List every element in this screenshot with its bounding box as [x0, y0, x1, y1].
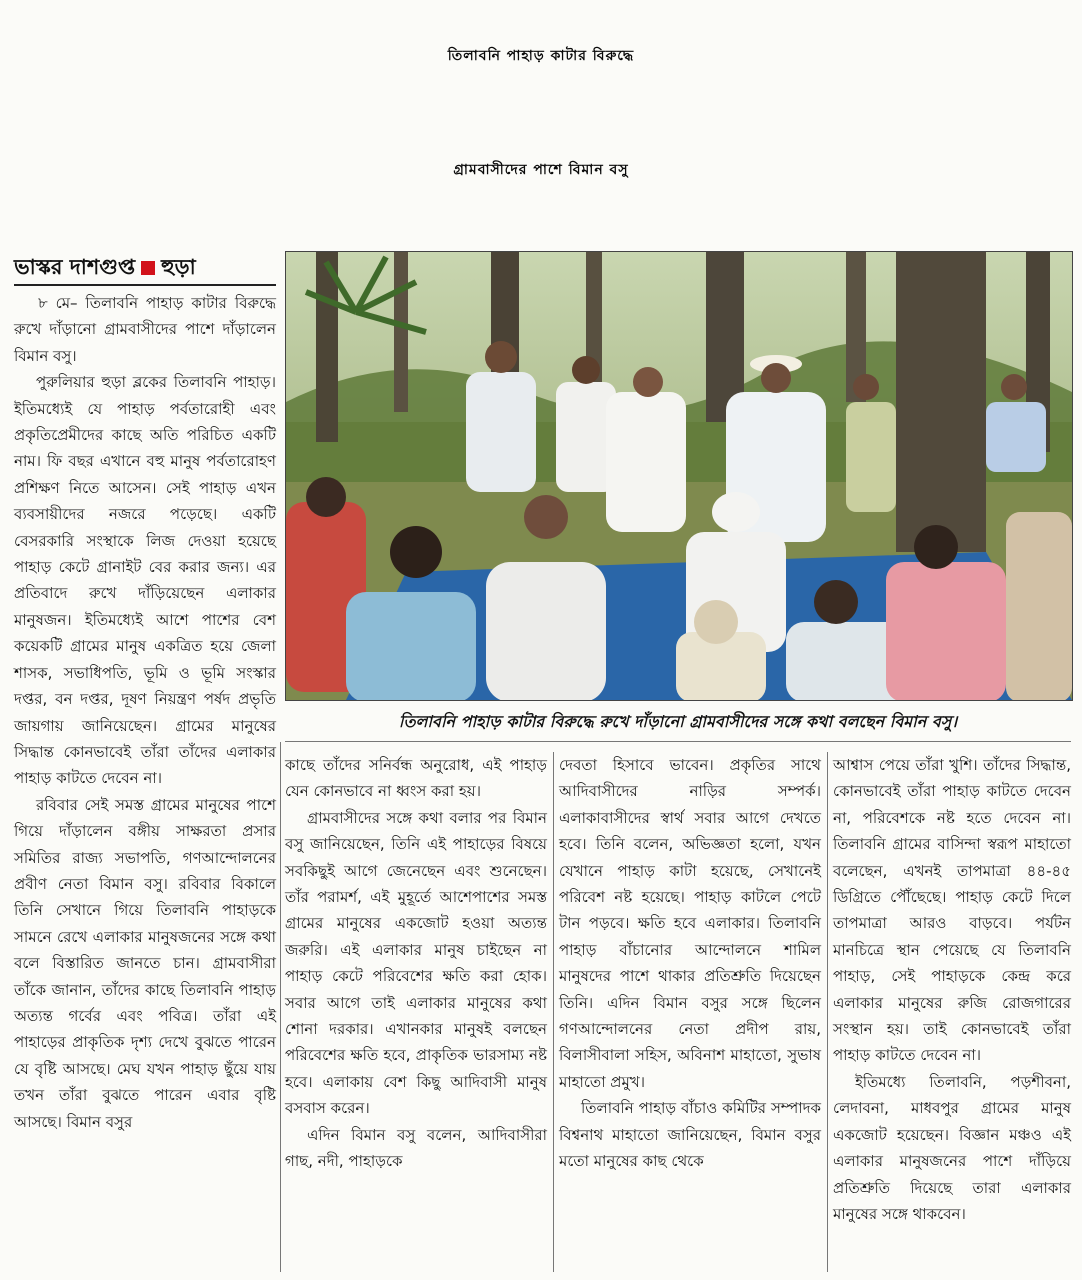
paragraph: তিলাবনি পাহাড় বাঁচাও কমিটির সম্পাদক বিশ্বনাথ মাহাতো জানিয়েছেন, বিমান বসুর মতো মানুষের কাছ থেকে	[559, 1099, 821, 1171]
column-divider	[827, 752, 828, 1272]
paragraph: পুরুলিয়ার হুড়া ব্লকের তিলাবনি পাহাড়। ইতিমধ্যেই যে পাহাড় পর্বতারোহী এবং প্রকৃতিপ্রেমীদের কাছে অতি পরিচিত একটি নাম। ফি বছর এখানে বহু মানুষ পর্বতারোহণ প্রশিক্ষণ নিতে আসেন। সেই পাহাড় এখন ব্যবসায়ীদের নজরে পড়েছে। একটি বেসরকারি সংস্থাকে লিজ দেওয়া হয়েছে পাহাড় কেটে গ্রানাইট বের করার জন্য। এর প্রতিবাদে রুখে দাঁড়িয়েছেন এলাকার মানুষজন। ইতিমধ্যেই আশে পাশের বেশ কয়েকটি গ্রামের মানুষ একত্রিত হয়ে জেলা শাসক, সভাধিপতি, ভূমি ও ভূমি সংস্কার দপ্তর, বন দপ্তর, দূষণ নিয়ন্ত্রণ পর্ষদ প্রভৃতি জায়গায় জানিয়েছেন। গ্রামের মানুষের সিদ্ধান্ত কোনভাবেই তাঁরা তাঁদের এলাকার পাহাড় কাটতে দেবেন না।	[14, 373, 276, 788]
byline-author: ভাস্কর দাশগুপ্ত	[14, 255, 136, 279]
headline-line-2: গ্রামবাসীদের পাশে বিমান বসু	[453, 162, 629, 178]
paragraph: ইতিমধ্যে তিলাবনি, পড়শীবনা, লেদাবনা, মাধবপুর গ্রামের মানুষ একজোট হয়েছেন। বিজ্ঞান মঞ্চও এই এলাকার মানুষজনের পাশে দাঁড়িয়ে প্রতিশ্রুতি দিয়েছে তারা এলাকার মানুষের সঙ্গে থাকবেন।	[833, 1072, 1071, 1223]
byline	[14, 252, 276, 282]
paragraph: ৮ মে– তিলাবনি পাহাড় কাটার বিরুদ্ধে রুখে দাঁড়ানো গ্রামবাসীদের পাশে দাঁড়ালেন বিমান বসু।	[14, 294, 276, 365]
byline-place: হুড়া	[161, 255, 196, 279]
column-divider	[280, 742, 281, 1272]
article-column-4	[833, 752, 1071, 1227]
headline-line-1: তিলাবনি পাহাড় কাটার বিরুদ্ধে	[447, 48, 635, 64]
news-photo	[285, 251, 1073, 701]
paragraph: আশ্বাস পেয়ে তাঁরা খুশি। তাঁদের সিদ্ধান্ত, কোনভাবেই তাঁরা পাহাড় কাটতে দেবেন না, পরিবেশকে নষ্ট হতে দেবেন না। তিলাবনি গ্রামের বাসিন্দা স্বরূপ মাহাতো বলেছেন, এখনই তাপমাত্রা ৪৪-৪৫ ডিগ্রিতে পৌঁছেছে। পাহাড় কেটে দিলে তাপমাত্রা আরও বাড়বে। পর্যটন মানচিত্রে স্থান পেয়েছে যে তিলাবনি পাহাড়, সেই পাহাড়কে কেন্দ্র করে এলাকার মানুষের রুজি রোজগারের সংস্থান হয়। তাই কোনভাবেই তাঁরা পাহাড় কাটতে দেবেন না।	[833, 756, 1071, 1065]
caption-rule	[285, 741, 1071, 742]
photo-caption: তিলাবনি পাহাড় কাটার বিরুদ্ধে রুখে দাঁড়ানো গ্রামবাসীদের সঙ্গে কথা বলছেন বিমান বসু।	[398, 712, 958, 731]
column-divider	[553, 752, 554, 1272]
paragraph: দেবতা হিসাবে ভাবেন। প্রকৃতির সাথে আদিবাসীদের নাড়ির সম্পর্ক। এলাকাবাসীদের স্বার্থ সবার আগে দেখতে হবে। তিনি বলেন, অভিজ্ঞতা হলো, যখন যেখানে পাহাড় কাটা হয়েছে, সেখানেই পরিবেশ নষ্ট হয়েছে। পাহাড় কাটলে পেটে টান পড়বে। ক্ষতি হবে এলাকার। তিলাবনি পাহাড় বাঁচানোর আন্দোলনে শামিল মানুষদের পাশে থাকার প্রতিশ্রুতি দিয়েছেন তিনি। এদিন বিমান বসুর সঙ্গে ছিলেন গণআন্দোলনের নেতা প্রদীপ রায়, বিলাসীবালা সহিস, অবিনাশ মাহাতো, সুভাষ মাহাতো প্রমুখ।	[559, 756, 821, 1091]
article-column-2	[285, 752, 547, 1175]
byline-rule	[14, 284, 276, 286]
paragraph: রবিবার সেই সমস্ত গ্রামের মানুষের পাশে গিয়ে দাঁড়ালেন বঙ্গীয় সাক্ষরতা প্রসার সমিতির রাজ্য সভাপতি, গণআন্দোলনের প্রবীণ নেতা বিমান বসু। রবিবার বিকালে তিনি সেখানে গিয়ে তিলাবনি পাহাড়কে সামনে রেখে এলাকার মানুষজনের সঙ্গে কথা বলে বিস্তারিত জানতে চান। গ্রামবাসীরা তাঁকে জানান, তাঁদের কাছে তিলাবনি পাহাড় অত্যন্ত গর্বের এবং পবিত্র। তাঁরা এই পাহাড়ের প্রাকৃতিক দৃশ্য দেখে বুঝতে পারেন যে বৃষ্টি আসছে। মেঘ যখন পাহাড় ছুঁয়ে যায় তখন তাঁরা বুঝতে পারেন এবার বৃষ্টি আসছে। বিমান বসুর	[14, 795, 276, 1131]
red-square-icon	[141, 261, 155, 275]
article-column-1	[14, 290, 276, 1135]
paragraph: কাছে তাঁদের সনির্বন্ধ অনুরোধ, এই পাহাড় যেন কোনভাবে না ধ্বংস করা হয়।	[285, 756, 547, 801]
paragraph: গ্রামবাসীদের সঙ্গে কথা বলার পর বিমান বসু জানিয়েছেন, তিনি এই পাহাড়ের বিষয়ে সবকিছুই আগে জেনেছেন এবং শুনেছেন। তাঁর পরামর্শ, এই মুহূর্তে আশেপাশের সমস্ত গ্রামের মানুষের একজোট হওয়া অত্যন্ত জরুরি। এই এলাকার মানুষ চাইছেন না পাহাড় কেটে পরিবেশের ক্ষতি করা হোক। সবার আগে তাই এলাকার মানুষের কথা শোনা দরকার। এখানকার মানুষই বলছেন পরিবেশের ক্ষতি হবে, প্রাকৃতিক ভারসাম্য নষ্ট হবে। এলাকায় বেশ কিছু আদিবাসী মানুষ বসবাস করেন।	[285, 808, 547, 1118]
article-column-3	[559, 752, 821, 1175]
paragraph: এদিন বিমান বসু বলেন, আদিবাসীরা গাছ, নদী, পাহাড়কে	[285, 1125, 547, 1171]
